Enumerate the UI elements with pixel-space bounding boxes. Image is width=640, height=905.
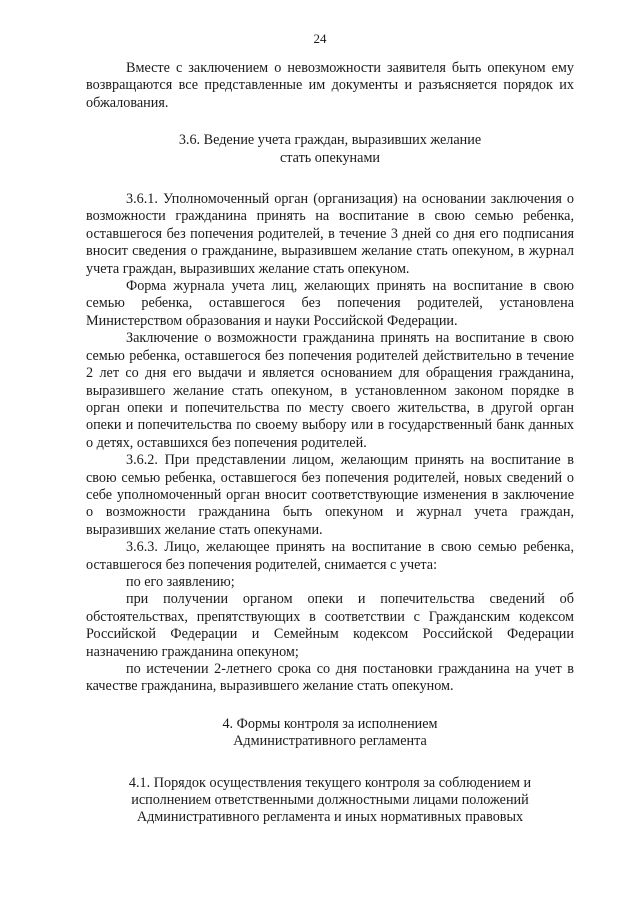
- page-number: 24: [313, 31, 327, 46]
- paragraph-3-6-2: 3.6.2. При представлении лицом, желающим принять на воспитание в свою семью ребенка, оставшегося без попечения родителей, новых сведений о себе уполномоченный орган вносит соответствующие изменения в заключение о возможности гражданина быть опекуном и журнал учета граждан, выразивших желание стать опекунами.: [86, 452, 574, 538]
- section-heading-3-6: 3.6. Ведение учета граждан, выразивших желание стать опекунами: [178, 132, 482, 166]
- paragraph-conclusion-validity: Заключение о возможности гражданина принять на воспитание в свою семью ребенка, оставшегося без попечения родителей действительно в течение 2 лет со дня его выдачи и является основанием для обращения гражданина, выразившего желание стать опекуном, в установленном законом порядке в орган опеки и попечительства по месту своего жительства, в другой орган опеки и попечительства по своему выбору или в государственный банк данных о детях, оставшихся без попечения родителей.: [86, 330, 574, 451]
- document-body: [86, 60, 574, 827]
- paragraph-3-6-1: 3.6.1. Уполномоченный орган (организация) на основании заключения о возможности гражданина принять на воспитание в свою семью ребенка, оставшегося без попечения родителей, в течение 3 дней со дня его подписания вносит сведения о гражданине, выразившем желание стать опекуном, в журнал учета граждан, выразивших желание стать опекуном.: [86, 191, 574, 277]
- section-heading-4-1: 4.1. Порядок осуществления текущего контроля за соблюдением и исполнением ответственными должностными лицами положений Административного регламента и иных нормативных правовых: [128, 774, 532, 826]
- paragraph-journal-form: Форма журнала учета лиц, желающих принять на воспитание в свою семью ребенка, оставшегося без попечения родителей, установлена Министерством образования и науки Российской Федерации.: [86, 278, 574, 329]
- paragraph-3-6-3: 3.6.3. Лицо, желающее принять на воспитание в свою семью ребенка, оставшегося без попечения родителей, снимается с учета:: [86, 539, 574, 573]
- list-item-term-expiry: по истечении 2-летнего срока со дня постановки гражданина на учет в качестве гражданина, выразившего желание стать опекуном.: [86, 661, 574, 695]
- paragraph-return-documents: Вместе с заключением о невозможности заявителя быть опекуном ему возвращаются все представленные им документы и разъясняется порядок их обжалования.: [86, 60, 574, 111]
- section-heading-4: 4. Формы контроля за исполнением Административного регламента: [222, 715, 438, 750]
- list-item-by-application: по его заявлению;: [126, 573, 235, 590]
- list-item-circumstances: при получении органом опеки и попечительства сведений об обстоятельствах, препятствующих в соответствии с Гражданским кодексом Российской Федерации и Семейным кодексом Российской Федерации назначению гражданина опекуном;: [86, 591, 574, 660]
